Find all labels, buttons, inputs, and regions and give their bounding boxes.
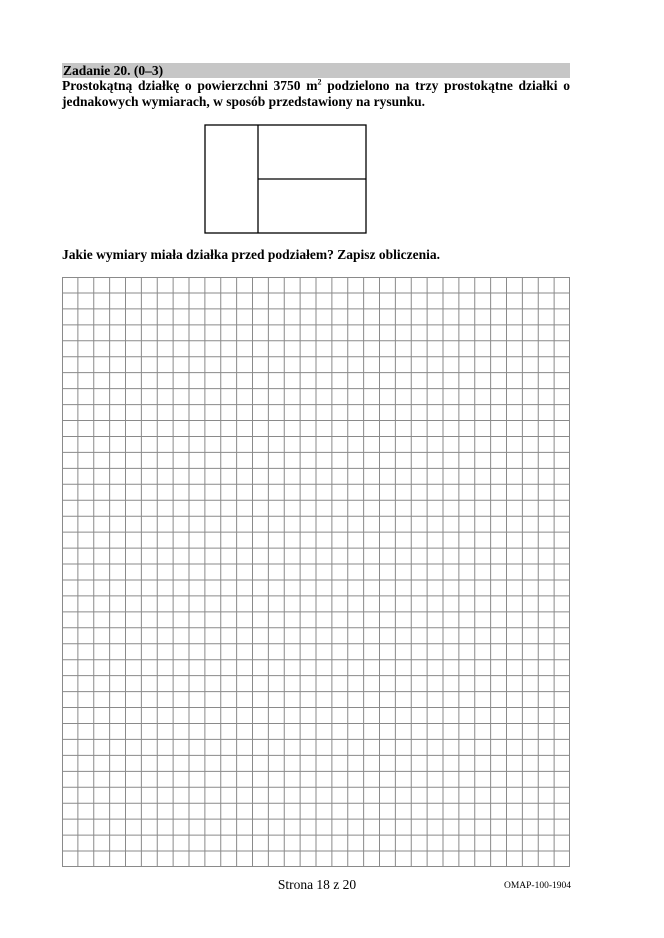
plot-division-figure bbox=[204, 124, 367, 234]
exam-code: OMAP-100-1904 bbox=[503, 881, 571, 891]
intro-text-start: Prostokątną działkę o powierzchni 3750 m bbox=[62, 78, 318, 93]
task-question: Jakie wymiary miała działka przed podziałem? Zapisz obliczenia. bbox=[62, 247, 440, 262]
page-number: Strona 18 z 20 bbox=[277, 877, 357, 892]
task-intro bbox=[62, 78, 570, 110]
intro-superscript: 2 bbox=[317, 77, 322, 87]
answer-grid[interactable] bbox=[62, 277, 570, 867]
intro-text-end: podzielono na trzy prostokątne działki o jednakowych wymiarach, w sposób przedstawiony na rysunku. bbox=[62, 78, 570, 109]
task-header: Zadanie 20. (0–3) bbox=[62, 63, 570, 78]
